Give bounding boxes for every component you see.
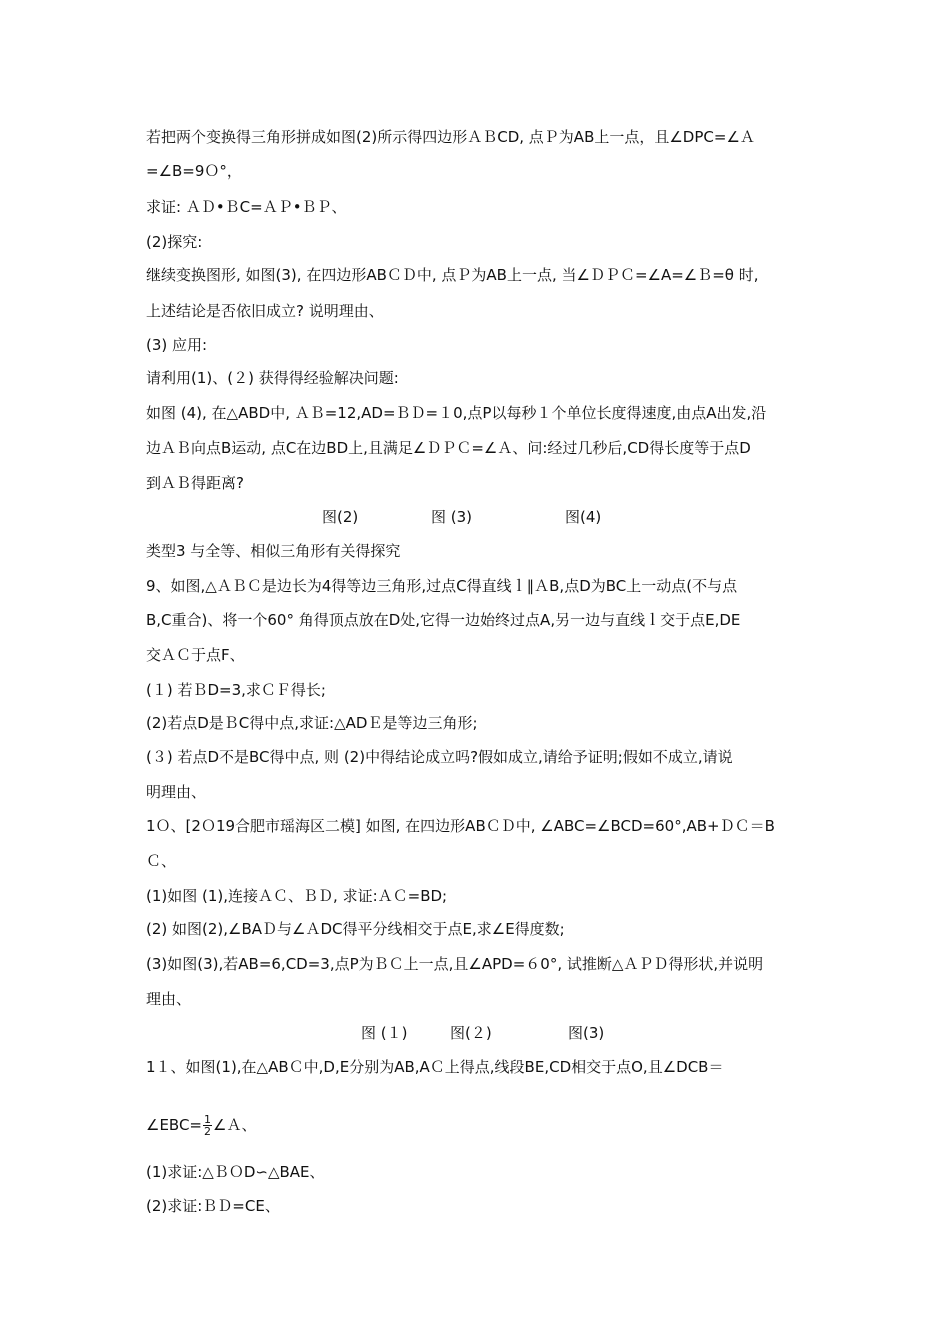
- text-line: (3) 应用:: [146, 336, 208, 354]
- text-line: (１) 若ＢD=3,求ＣＦ得长;: [146, 681, 326, 699]
- text-line: 如图 (4), 在△ABD中, ＡＢ=12,AD=ＢＤ=１0,点P以每秒１个单位长度得速度,由点A出发,沿: [146, 404, 767, 422]
- fraction-numerator: 1: [204, 1113, 211, 1126]
- text-line: 到ＡＢ得距离?: [146, 474, 244, 492]
- figure-caption: 图 (3): [431, 508, 473, 526]
- figure-caption: 图(2): [322, 508, 359, 526]
- equation-suffix: ∠Ａ、: [213, 1116, 257, 1134]
- text-line: (3)如图(3),若AB=6,CD=3,点P为ＢＣ上一点,且∠APD=６0°, 试推断△ＡＰＤ得形状,并说明: [146, 955, 764, 973]
- fraction-denominator: 2: [204, 1125, 211, 1138]
- equation-line: [146, 1110, 256, 1140]
- figure-caption: 图(3): [568, 1024, 605, 1042]
- text-line: 理由、: [146, 990, 192, 1008]
- text-line: 求证: ＡＤ•ＢC=ＡＰ•ＢＰ、: [146, 198, 347, 216]
- figure-caption: 图(２): [450, 1024, 492, 1042]
- text-line: 继续变换图形, 如图(3), 在四边形ABＣＤ中, 点Ｐ为AB上一点, 当∠ＤＰＣ=∠A=∠Ｂ=θ 时,: [146, 266, 759, 284]
- text-line: (1)求证:△ＢＯD∽△BAE、: [146, 1163, 325, 1181]
- text-line: 1１、如图(1),在△ABＣ中,D,E分别为AB,AＣ上得点,线段BE,CD相交于点O,且∠DCB＝: [146, 1058, 724, 1076]
- text-line: 请利用(1)、(２) 获得得经验解决问题:: [146, 369, 399, 387]
- equation-prefix: ∠EBC=: [146, 1116, 202, 1134]
- text-line: 上述结论是否依旧成立? 说明理由、: [146, 302, 384, 320]
- text-line: =∠B=9Ｏ°，: [146, 162, 242, 180]
- text-line: (1)如图 (1),连接ＡＣ、ＢＤ, 求证:ＡＣ=BD;: [146, 887, 448, 905]
- text-line: 1Ｏ、[2Ｏ19合肥市瑶海区二模] 如图, 在四边形ABＣＤ中, ∠ABC=∠BCD=60°,AB+ＤＣ＝B: [146, 817, 775, 835]
- text-line: (2)若点D是ＢC得中点,求证:△ADＥ是等边三角形;: [146, 714, 478, 732]
- figure-caption: 图 (１): [361, 1024, 408, 1042]
- text-line: (３) 若点D不是BC得中点, 则 (2)中得结论成立吗?假如成立,请给予证明;假如不成立,请说: [146, 748, 733, 766]
- text-line: 交ＡＣ于点F、: [146, 646, 245, 664]
- section-heading: 类型3 与全等、相似三角形有关得探究: [146, 542, 401, 560]
- text-line: B,C重合)、将一个60° 角得顶点放在D处,它得一边始终过点A,另一边与直线ｌ交于点E,DE: [146, 611, 741, 629]
- figure-caption: 图(4): [565, 508, 602, 526]
- text-line: 明理由、: [146, 783, 207, 801]
- text-line: 若把两个变换得三角形拼成如图(2)所示得四边形ＡＢCD, 点Ｐ为AB上一点，且∠DPC=∠Ａ: [146, 128, 755, 146]
- fraction-one-half: [203, 1114, 212, 1137]
- text-line: Ｃ、: [146, 852, 177, 870]
- text-line: (2)探究:: [146, 233, 203, 251]
- text-line: (2) 如图(2),∠BAＤ与∠ＡDC得平分线相交于点E,求∠E得度数;: [146, 920, 565, 938]
- text-line: (2)求证:ＢＤ=CE、: [146, 1197, 280, 1215]
- text-line: 9、如图,△ＡＢＣ是边长为4得等边三角形,过点C得直线ｌ∥ＡB,点D为BC上一动点(不与点: [146, 577, 738, 595]
- text-line: 边ＡＢ向点B运动, 点C在边BD上,且满足∠ＤＰＣ=∠Ａ、问:经过几秒后,CD得长度等于点D: [146, 439, 751, 457]
